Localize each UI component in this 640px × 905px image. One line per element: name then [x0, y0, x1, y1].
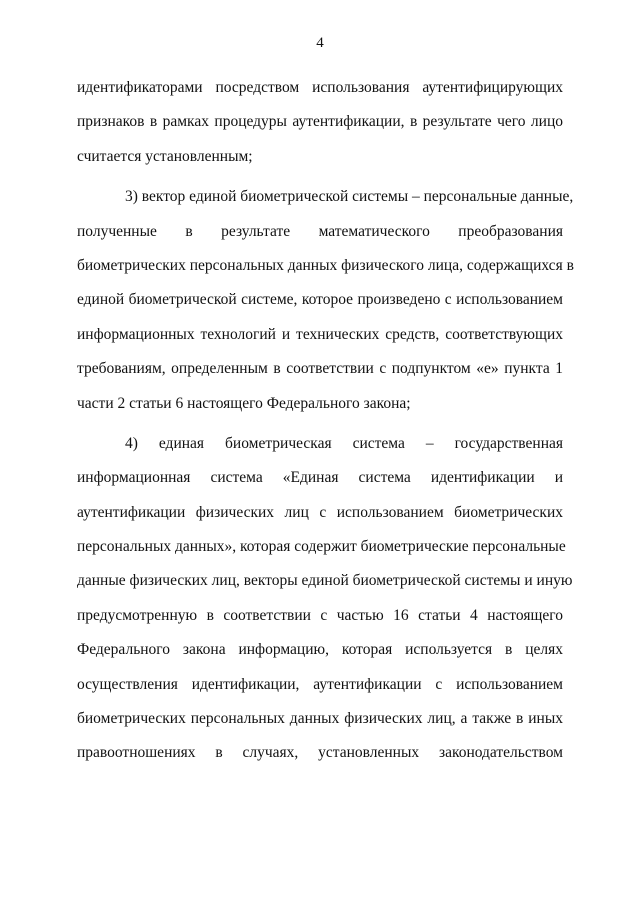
text-line: 4) единая биометрическая система – государственная — [125, 434, 563, 452]
text-line: идентификаторами посредством использования аутентифицирующих — [77, 79, 563, 96]
text-line: предусмотренную в соответствии с частью 16 статьи 4 настоящего — [77, 606, 563, 624]
text-line: полученные в результате математического преобразования — [77, 222, 563, 240]
text-line: правоотношениях в случаях, установленных законодательством — [77, 744, 563, 762]
text-line: считается установленным; — [77, 147, 253, 165]
text-line: данные физических лиц, векторы единой биометрической системы и иную — [77, 572, 573, 590]
document-body — [77, 71, 574, 771]
text-line: биометрических персональных данных физического лица, содержащихся в — [77, 256, 574, 274]
text-line: признаков в рамках процедуры аутентификации, в результате чего лицо — [77, 113, 563, 131]
text-line: персональных данных», которая содержит биометрические персональные — [77, 538, 566, 556]
text-line: требованиям, определенным в соответствии с подпунктом «е» пункта 1 — [77, 360, 563, 378]
text-line: единой биометрической системе, которое произведено с использованием — [77, 291, 563, 309]
text-line: биометрических персональных данных физических лиц, а также в иных — [77, 710, 563, 728]
text-line: информационная система «Единая система идентификации и — [77, 469, 563, 487]
text-line: части 2 статьи 6 настоящего Федерального закона; — [77, 394, 411, 412]
text-line: осуществления идентификации, аутентификации с использованием — [77, 675, 563, 693]
text-line: 3) вектор единой биометрической системы – персональные данные, — [125, 188, 574, 206]
text-line: информационных технологий и технических средств, соответствующих — [77, 325, 563, 343]
text-line: аутентификации физических лиц с использованием биометрических — [77, 503, 563, 521]
text-line: Федерального закона информацию, которая используется в целях — [77, 641, 563, 659]
page-number: 4 — [316, 35, 324, 51]
